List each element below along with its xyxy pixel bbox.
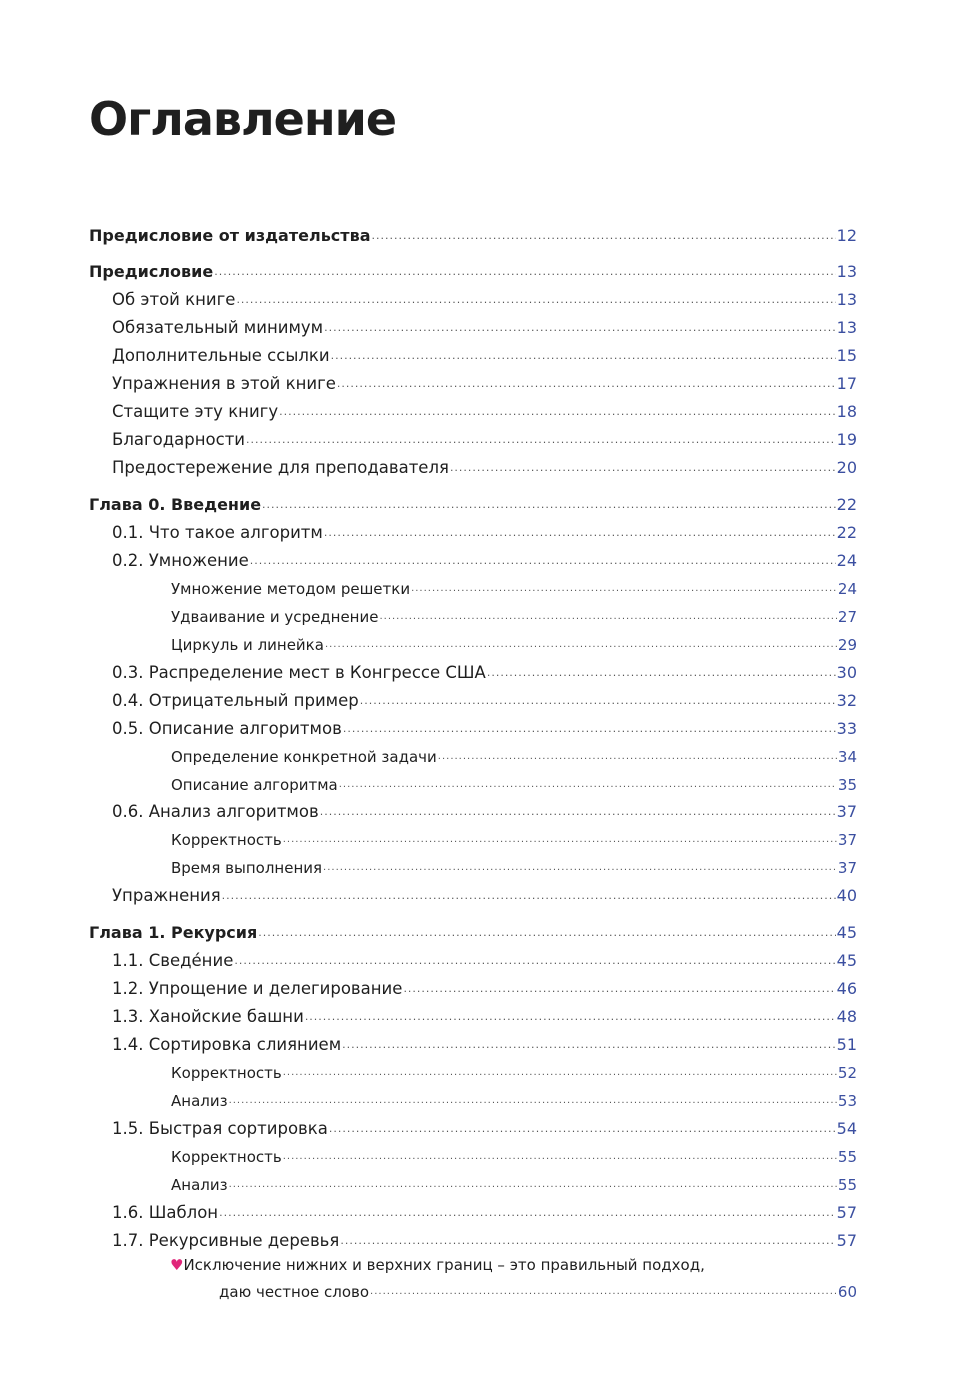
toc-entry-title: Анализ [171,1176,228,1194]
toc-entry-title: 0.6. Анализ алгоритмов [112,802,319,821]
toc-entry-title: Время выполнения [171,859,323,877]
toc-entry[interactable] [112,522,857,544]
dot-leader [222,885,836,907]
toc-entry-preface[interactable] [89,261,857,283]
toc-entry-page: 35 [837,776,857,794]
dot-leader [250,550,836,572]
toc-entry[interactable] [112,457,857,479]
toc-entry-title: Дополнительные ссылки [112,346,330,365]
toc-entry[interactable] [112,690,857,712]
toc-entry-sub[interactable] [171,578,857,600]
toc-entry-page: 27 [837,608,857,626]
toc-entry-page: 57 [836,1231,857,1250]
toc-entry-page: 57 [836,1203,857,1222]
toc-entry-page: 52 [837,1064,857,1082]
toc-entry-publisher-preface[interactable] [89,225,857,247]
toc-entry-title: 0.3. Распределение мест в Конгрессе США [112,663,486,682]
toc-entry-title: Предисловие от издательства [89,226,371,245]
toc-entry-title: 1.2. Упрощение и делегирование [112,979,403,998]
dot-leader [411,578,837,600]
toc-entry-title: Глава 0. Введение [89,495,262,514]
toc-entry-sub[interactable] [171,829,857,851]
toc-entry-title: 1.1. Сведе́ние [112,951,234,970]
toc-entry-page: 13 [836,290,857,309]
toc-entry-page: 54 [836,1119,857,1138]
toc-entry-page: 32 [836,691,857,710]
toc-entry-title: Глава 1. Рекурсия [89,923,258,942]
toc-entry-title: Корректность [171,831,282,849]
toc-entry-title: Стащите эту книгу [112,402,279,421]
toc-entry-title: Упражнения [112,886,221,905]
toc-entry-title: 1.5. Быстрая сортировка [112,1119,328,1138]
dot-leader [283,829,837,851]
toc-entry-page: 33 [836,719,857,738]
dot-leader [305,1006,836,1028]
toc-entry[interactable] [112,401,857,423]
toc-entry-page: 34 [837,748,857,766]
toc-entry[interactable] [112,1006,857,1028]
dot-leader [343,718,836,740]
dot-leader [262,494,836,516]
toc-entry-page: 30 [836,663,857,682]
toc-entry-sub[interactable] [171,1174,857,1196]
dot-leader [340,1230,835,1252]
dot-leader [229,1174,837,1196]
toc-entry-title: Корректность [171,1064,282,1082]
dot-leader [219,1202,836,1224]
toc-entry[interactable] [112,1202,857,1224]
toc-entry-page: 45 [836,951,857,970]
toc-entry-sub[interactable] [171,606,857,628]
toc-entry-page: 60 [837,1283,857,1301]
toc-entry-title: 1.4. Сортировка слиянием [112,1035,342,1054]
dot-leader [403,978,835,1000]
toc-entry-page: 22 [836,495,857,514]
toc-entry-page: 20 [836,458,857,477]
toc-entry-title: Определение конкретной задачи [171,748,437,766]
toc-entry[interactable] [112,289,857,311]
toc-entry-page: 17 [836,374,857,393]
dot-leader [324,317,836,339]
dot-leader [339,774,837,796]
dot-leader [320,801,836,823]
toc-entry-sub[interactable] [171,774,857,796]
toc-entry-page: 15 [836,346,857,365]
dot-leader [324,522,836,544]
toc-entry[interactable] [112,1034,857,1056]
dot-leader [246,429,836,451]
toc-entry-note-line2[interactable] [219,1281,857,1303]
toc-entry-page: 24 [837,580,857,598]
dot-leader [236,289,835,311]
toc-entry-page: 18 [836,402,857,421]
dot-leader [360,690,836,712]
toc-entry[interactable] [112,978,857,1000]
toc-entry-sub[interactable] [171,1146,857,1168]
toc-entry-page: 55 [837,1176,857,1194]
toc-entry-page: 13 [836,262,857,281]
toc-entry-title: Циркуль и линейка [171,636,324,654]
toc-entry-page: 19 [836,430,857,449]
toc-entry-page: 29 [837,636,857,654]
toc-entry-sub[interactable] [171,857,857,879]
toc-entry-title: Корректность [171,1148,282,1166]
dot-leader [487,662,836,684]
toc-entry-sub[interactable] [171,1090,857,1112]
dot-leader [342,1034,835,1056]
dot-leader [279,401,836,423]
toc-entry-title: Исключение нижних и верхних границ – это правильный подход, [183,1256,705,1274]
toc-entry-title: Умножение методом решетки [171,580,411,598]
dot-leader [337,373,836,395]
dot-leader [370,1281,837,1303]
toc-entry-page: 45 [836,923,857,942]
toc-entry-page: 37 [837,831,857,849]
toc-entry-title: 0.4. Отрицательный пример [112,691,359,710]
toc-entry-page: 55 [837,1148,857,1166]
toc-entry-chapter-0[interactable] [89,494,857,516]
toc-entry-page: 37 [836,802,857,821]
toc-entry-page: 12 [836,226,857,245]
toc-entry[interactable] [112,429,857,451]
toc-entry-sub[interactable] [171,746,857,768]
dot-leader [438,746,837,768]
toc-entry-title: Удваивание и усреднение [171,608,379,626]
toc-entry[interactable] [112,550,857,572]
toc-entry[interactable] [112,950,857,972]
dot-leader [283,1146,837,1168]
dot-leader [329,1118,836,1140]
toc-entry-page: 37 [837,859,857,877]
toc-entry[interactable] [112,373,857,395]
toc-entry[interactable] [112,885,857,907]
toc-entry-page: 48 [836,1007,857,1026]
dot-leader [371,225,835,247]
dot-leader [379,606,836,628]
dot-leader [229,1090,837,1112]
toc-entry-page: 46 [836,979,857,998]
dot-leader [323,857,837,879]
toc-entry-sub[interactable] [171,1062,857,1084]
heart-icon: ♥ [170,1256,184,1274]
toc-entry-title: Благодарности [112,430,246,449]
dot-leader [214,261,835,283]
dot-leader [283,1062,837,1084]
dot-leader [234,950,835,972]
page-title: Оглавление [89,92,397,146]
toc-entry-title: 0.1. Что такое алгоритм [112,523,323,542]
toc-entry-title: Предисловие [89,262,214,281]
toc-entry[interactable] [112,801,857,823]
toc-entry-title: 0.5. Описание алгоритмов [112,719,342,738]
toc-entry-page: 13 [836,318,857,337]
dot-leader [258,922,835,944]
toc-entry-title: Описание алгоритма [171,776,338,794]
toc-entry-title: Об этой книге [112,290,236,309]
toc-entry[interactable] [112,662,857,684]
toc-entry-title: даю честное слово [219,1283,370,1301]
toc-entry[interactable] [112,718,857,740]
toc-entry[interactable] [112,1230,857,1252]
dot-leader [331,345,836,367]
toc-entry-page: 22 [836,523,857,542]
toc-entry-title: 1.6. Шаблон [112,1203,219,1222]
dot-leader [450,457,836,479]
toc-entry-title: 0.2. Умножение [112,551,249,570]
toc-entry-note-line1[interactable] [170,1254,705,1276]
toc-entry-sub[interactable] [171,634,857,656]
toc-entry-title: 1.7. Рекурсивные деревья [112,1231,340,1250]
toc-entry-title: Предостережение для преподавателя [112,458,449,477]
toc-entry[interactable] [112,345,857,367]
toc-entry[interactable] [112,317,857,339]
toc-entry-page: 53 [837,1092,857,1110]
toc-entry-page: 40 [836,886,857,905]
toc-entry-page: 24 [836,551,857,570]
toc-entry-page: 51 [836,1035,857,1054]
toc-entry-title: Обязательный минимум [112,318,324,337]
toc-entry-title: Упражнения в этой книге [112,374,336,393]
toc-entry[interactable] [112,1118,857,1140]
dot-leader [325,634,837,656]
toc-entry-title: 1.3. Ханойские башни [112,1007,304,1026]
toc-entry-title: Анализ [171,1092,228,1110]
toc-entry-chapter-1[interactable] [89,922,857,944]
